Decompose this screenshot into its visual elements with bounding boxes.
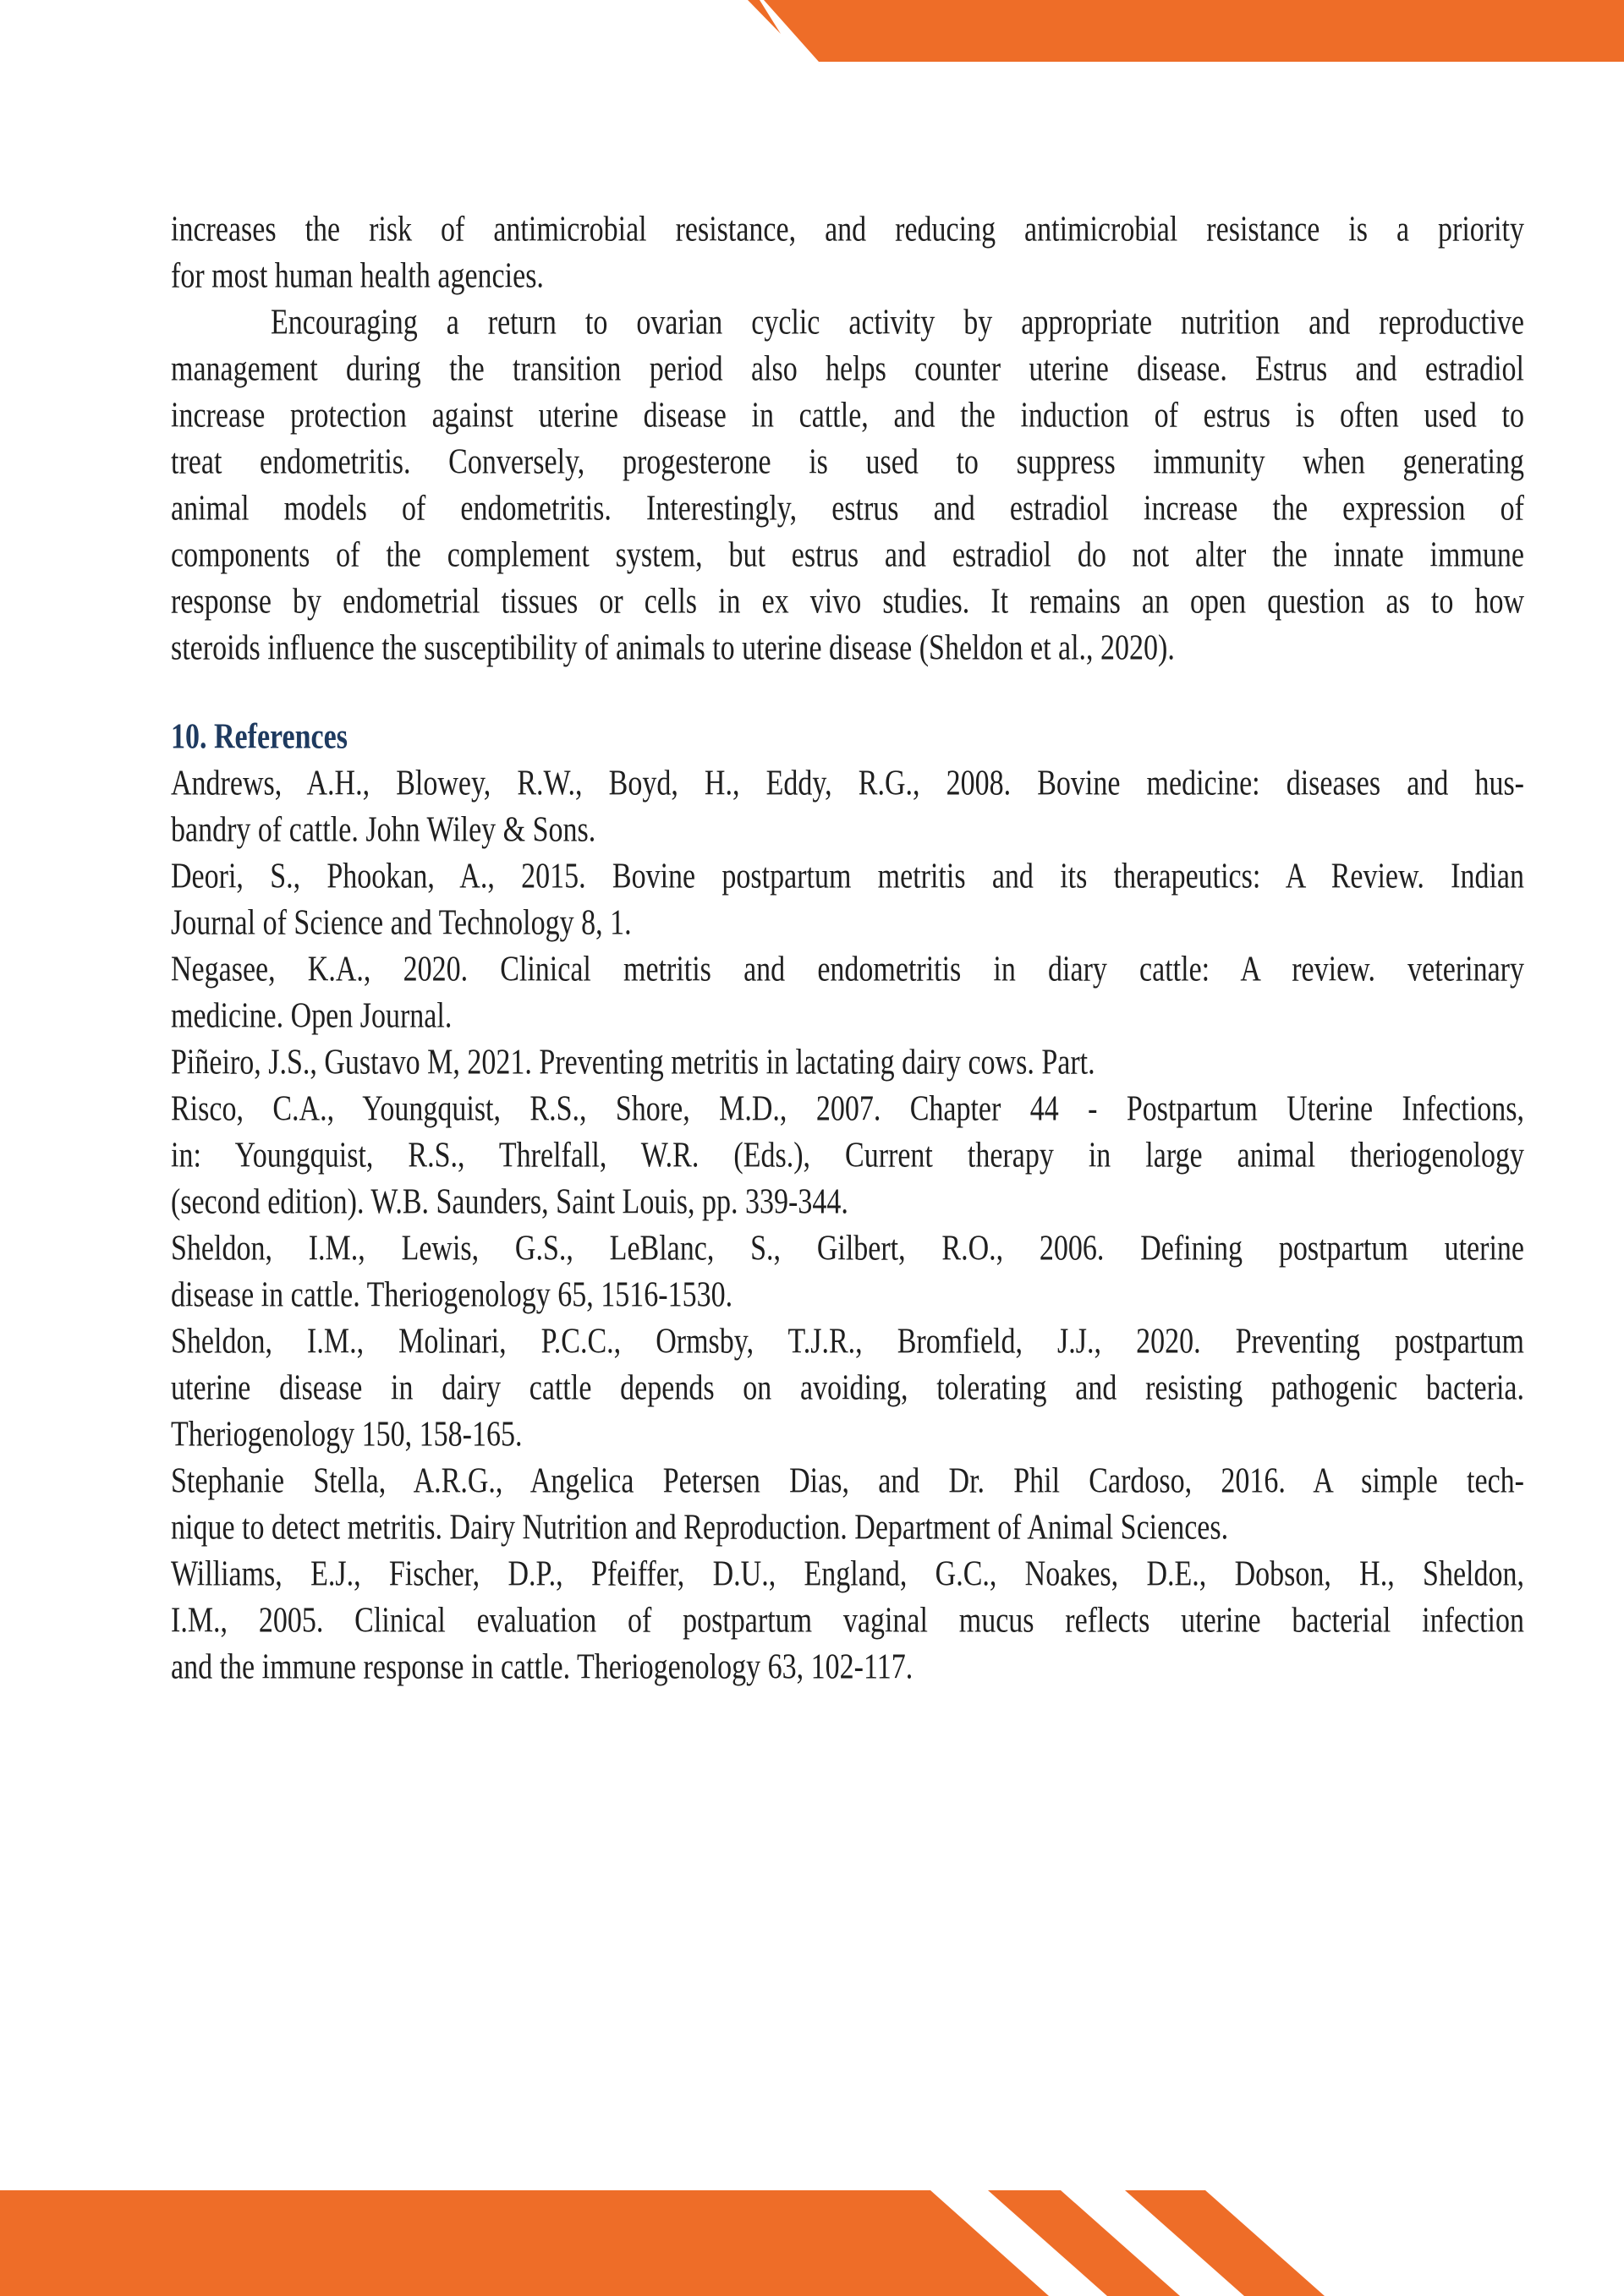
bottom-banner <box>0 2190 1624 2296</box>
text-line: disease in cattle. Theriogenology 65, 1516-1530. <box>171 1275 733 1315</box>
text-line: (second edition). W.B. Saunders, Saint Louis, pp. 339-344. <box>171 1182 848 1222</box>
text-line: Piñeiro, J.S., Gustavo M, 2021. Preventing metritis in lactating dairy cows. Part. <box>171 1043 1095 1082</box>
text-line: in: Youngquist, R.S., Threlfall, W.R. (Eds.), Current therapy in large animal theriogenology <box>171 1136 1524 1175</box>
text-line: and the immune response in cattle. Theriogenology 63, 102-117. <box>171 1647 914 1687</box>
text-line: nique to detect metritis. Dairy Nutrition and Reproduction. Department of Animal Sciences. <box>171 1508 1229 1548</box>
text-line: Williams, E.J., Fischer, D.P., Pfeiffer, D.U., England, G.C., Noakes, D.E., Dobson, H., Sheldon, <box>171 1554 1524 1594</box>
bottom-band-shape <box>0 2190 1049 2296</box>
text-line: Negasee, K.A., 2020. Clinical metritis and endometritis in diary cattle: A review. veterinary <box>171 950 1524 989</box>
body-paragraph <box>171 206 1524 299</box>
text-line: increases the risk of antimicrobial resistance, and reducing antimicrobial resistance is a priority <box>171 210 1524 249</box>
text-line: management during the transition period also helps counter uterine disease. Estrus and estradiol <box>171 349 1524 389</box>
references-heading: 10. References <box>171 717 348 757</box>
text-line: Deori, S., Phookan, A., 2015. Bovine postpartum metritis and its therapeutics: A Review. Indian <box>171 857 1524 896</box>
reference-entry <box>171 1551 1524 1690</box>
reference-entry <box>171 1318 1524 1458</box>
text-line: medicine. Open Journal. <box>171 996 453 1036</box>
reference-entry <box>171 853 1524 946</box>
reference-entry <box>171 1458 1524 1551</box>
text-line: steroids influence the susceptibility of animals to uterine disease (Sheldon et al., 2020). <box>171 628 1175 668</box>
text-line: Encouraging a return to ovarian cyclic activity by appropriate nutrition and reproductive <box>271 303 1524 342</box>
text-line: Sheldon, I.M., Molinari, P.C.C., Ormsby, T.J.R., Bromfield, J.J., 2020. Preventing postpartum <box>171 1322 1524 1362</box>
text-line: Theriogenology 150, 158-165. <box>171 1415 523 1455</box>
text-line: I.M., 2005. Clinical evaluation of postpartum vaginal mucus reflects uterine bacterial infection <box>171 1601 1524 1641</box>
text-line: Sheldon, I.M., Lewis, G.S., LeBlanc, S., Gilbert, R.O., 2006. Defining postpartum uterine <box>171 1229 1524 1269</box>
text-line: bandry of cattle. John Wiley & Sons. <box>171 810 596 850</box>
reference-entry <box>171 946 1524 1039</box>
text-line: animal models of endometritis. Interestingly, estrus and estradiol increase the expression of <box>171 489 1524 529</box>
text-line: for most human health agencies. <box>171 256 544 296</box>
text-column <box>171 206 1524 1690</box>
text-line: uterine disease in dairy cattle depends on avoiding, tolerating and resisting pathogenic bacteria. <box>171 1368 1524 1408</box>
reference-entry <box>171 760 1524 853</box>
text-line: Stephanie Stella, A.R.G., Angelica Petersen Dias, and Dr. Phil Cardoso, 2016. A simple tech- <box>171 1461 1524 1501</box>
reference-entry <box>171 1225 1524 1318</box>
references-list <box>171 760 1524 1690</box>
text-line: Journal of Science and Technology 8, 1. <box>171 903 632 943</box>
text-line: increase protection against uterine disease in cattle, and the induction of estrus is often used to <box>171 396 1524 436</box>
reference-entry <box>171 1039 1524 1086</box>
reference-entry <box>171 1086 1524 1225</box>
text-line: treat endometritis. Conversely, progesterone is used to suppress immunity when generating <box>171 442 1524 482</box>
top-banner-shape <box>764 0 1624 62</box>
text-line: response by endometrial tissues or cells in ex vivo studies. It remains an open question as to how <box>171 582 1524 622</box>
text-line: components of the complement system, but estrus and estradiol do not alter the innate immune <box>171 535 1524 575</box>
body-paragraph <box>171 299 1524 671</box>
text-line: Andrews, A.H., Blowey, R.W., Boyd, H., Eddy, R.G., 2008. Bovine medicine: diseases and hus- <box>171 764 1524 803</box>
text-line: Risco, C.A., Youngquist, R.S., Shore, M.D., 2007. Chapter 44 - Postpartum Uterine Infections, <box>171 1089 1524 1129</box>
top-banner <box>0 0 1624 64</box>
